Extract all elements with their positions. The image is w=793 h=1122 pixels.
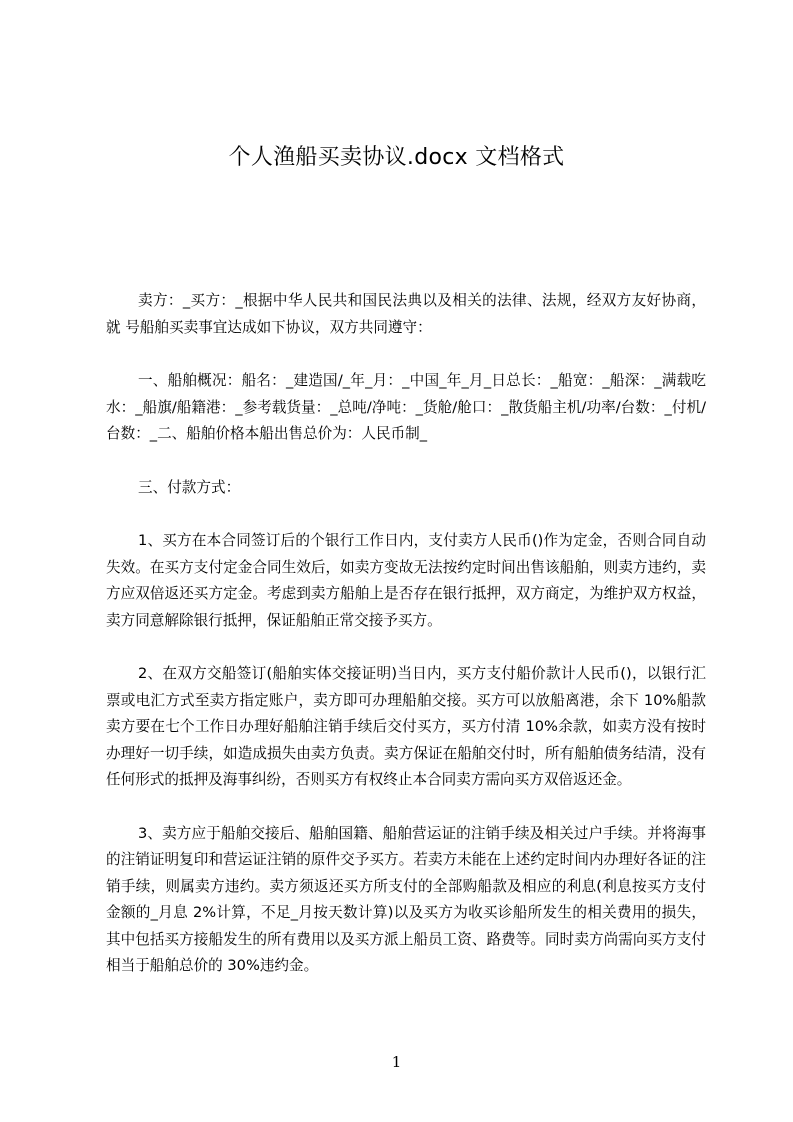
paragraph-ship-overview: 一、船舶概况：船名：_建造国/_年_月：_中国_年_月_日总长：_船宽：_船深：_满载吃水：_船旗/船籍港：_参考载货量：_总吨/净吨：_货舱/舱口：_散货船主机/功率/台数：_付机/台数：_二、船舶价格本船出售总价为：人民币制_ [106, 372, 706, 442]
paragraph-parties: 卖方：_买方：_根据中华人民共和国民法典以及相关的法律、法规，经双方友好协商，就 号船舶买卖事宜达成如下协议，双方共同遵守： [106, 292, 706, 336]
paragraph-payment-clause-1: 1、买方在本合同签订后的个银行工作日内，支付卖方人民币()作为定金，否则合同自动失效。在买方支付定金合同生效后，如卖方变故无法按约定时间出售该船舶，则卖方违约，卖方应双倍返还买方定金。考虑到卖方船舶上是否存在银行抵押，双方商定，为维护双方权益，卖方同意解除银行抵押，保证船舶正常交接予买方。 [106, 532, 706, 629]
document-title: 个人渔船买卖协议.docx 文档格式 [228, 145, 565, 170]
paragraph-payment-heading: 三、付款方式： [138, 478, 241, 496]
paragraph-payment-clause-2: 2、在双方交船签订(船舶实体交接证明)当日内，买方支付船价款计人民币()，以银行汇票或电汇方式至卖方指定账户，卖方即可办理船舶交接。买方可以放船离港，余下 10%船款卖方要在七个工作日办理好船舶注销手续后交付买方，买方付清 10%余款，如卖方没有按时办理好一切手续，如造成损失由卖方负责。卖方保证在船舶交付时，所有船舶债务结清，没有任何形式的抵押及海事纠纷，否则买方有权终止本合同卖方需向买方双倍返还金。 [106, 665, 706, 788]
paragraph-payment-clause-3: 3、卖方应于船舶交接后、船舶国籍、船舶营运证的注销手续及相关过户手续。并将海事的注销证明复印和营运证注销的原件交予买方。若卖方未能在上述约定时间内办理好各证的注销手续，则属卖方违约。卖方须返还买方所支付的全部购船款及相应的利息(利息按买方支付金额的_月息 2%计算，不足_月按天数计算)以及买方为收买诊船所发生的相关费用的损失，其中包括买方接船发生的所有费用以及买方派上船员工资、路费等。同时卖方尚需向买方支付相当于船舶总价的 30%违约金。 [106, 824, 706, 974]
page-number: 1 [391, 1053, 402, 1071]
document-body [106, 288, 706, 1007]
